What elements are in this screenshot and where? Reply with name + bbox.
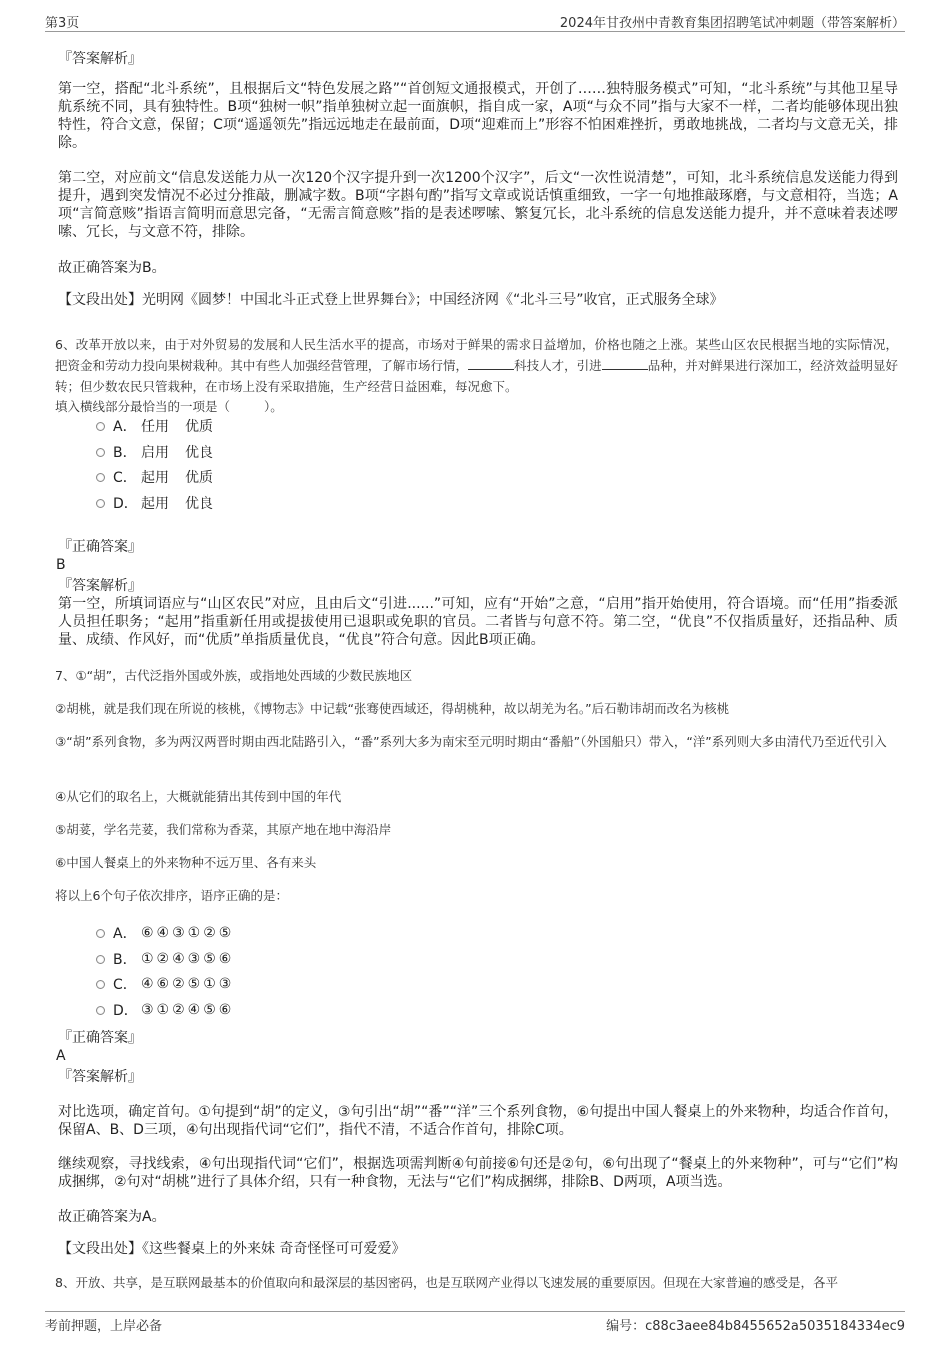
q7-sentence-2: ②胡桃，就是我们现在所说的核桃，《博物志》中记载“张骞使西域还，得胡桃种，故以胡羌为名。”后石勒讳胡而改名为核桃 (55, 701, 730, 716)
q6-option-c[interactable]: C． 起用 优质 (96, 467, 213, 487)
q7-correct-answer: A (56, 1048, 66, 1064)
q7-analysis-p2: 继续观察，寻找线索，④句出现指代词“它们”，根据选项需判断④句前接⑥句还是②句，⑥句出现了“餐桌上的外来物种”，可与“它们”构成捆绑，②句对“胡桃”进行了具体介绍，只有一种食物，无法与“它们”构成捆绑，排除B、D两项，A项当选。 (58, 1156, 898, 1190)
document-title: 2024年甘孜州中青教育集团招聘笔试冲刺题（带答案解析） (559, 16, 905, 31)
q7-correct-label: 『正确答案』 (58, 1030, 142, 1046)
radio-icon[interactable] (96, 955, 105, 964)
q5-analysis-p2: 第二空，对应前文“信息发送能力从一次120个汉字提升到一次1200个汉字”，后文“一次性说清楚”，可知，北斗系统信息发送能力得到提升，遇到突发情况不必过分推敲，删减字数。B项“字斟句酌”指写文章或说话慎重细致，一字一句地推敲琢磨，与文意相符，当选；A项“言简意赅”指语言简明而意思完备，“无需言简意赅”指的是表述啰嗦、繁复冗长，北斗系统的信息发送能力提升，并不意味着表述啰嗦、冗长，与文意不符，排除。 (58, 170, 898, 240)
radio-icon[interactable] (96, 499, 105, 508)
q7-sentence-3: ③“胡”系列食物，多为两汉两晋时期由西北陆路引入，“番”系列大多为南宋至元明时期由“番船”（外国船只）带入，“洋”系列则大多由清代乃至近代引入 (55, 734, 887, 749)
q5-source: 【文段出处】光明网《圆梦！中国北斗正式登上世界舞台》；中国经济网《“北斗三号”收官，正式服务全球》 (58, 292, 724, 308)
header-divider (45, 31, 905, 32)
q7-option-a[interactable]: A． ⑥④③①②⑤ (96, 923, 234, 943)
radio-icon[interactable] (96, 929, 105, 938)
page-number: 第3页 (45, 16, 80, 31)
fill-blank-1 (468, 357, 514, 370)
q7-analysis-p1: 对比选项，确定首句。①句提到“胡”的定义，③句引出“胡”“番”“洋”三个系列食物，⑥句提出中国人餐桌上的外来物种，均适合作首句，保留A、B、D三项，④句出现指代词“它们”，指代不清，不适合作首句，排除C项。 (58, 1104, 898, 1138)
radio-icon[interactable] (96, 448, 105, 457)
q5-analysis-label: 『答案解析』 (58, 51, 142, 67)
q7-conclusion: 故正确答案为A。 (58, 1209, 166, 1225)
q7-sentence-5: ⑤胡荽，学名芫荽，我们常称为香菜，其原产地在地中海沿岸 (55, 822, 392, 837)
q6-option-d[interactable]: D． 起用 优良 (96, 493, 213, 513)
q5-conclusion: 故正确答案为B。 (58, 260, 166, 276)
document-id: 编号：c88c3aee84b8455652a5035184334ec9 (606, 1319, 905, 1334)
footer-slogan: 考前押题，上岸必备 (45, 1319, 163, 1334)
fill-blank-2 (602, 357, 648, 370)
radio-icon[interactable] (96, 473, 105, 482)
q6-option-a[interactable]: A． 任用 优质 (96, 416, 213, 436)
q6-analysis: 第一空，所填词语应与“山区农民”对应，且由后文“引进......”可知，应有“开始”之意，“启用”指开始使用，符合语境。而“任用”指委派人员担任职务；“起用”指重新任用或提拔使用已退职或免职的官员。二者皆与句意不符。第二空，“优良”不仅指质量好，还指品种、质量、成绩、作风好，而“优质”单指质量优良，“优良”符合句意。因此B项正确。 (58, 596, 898, 648)
q6-option-b[interactable]: B． 启用 优良 (96, 442, 213, 462)
footer-divider (45, 1311, 905, 1312)
q7-option-c[interactable]: C． ④⑥②⑤①③ (96, 974, 234, 994)
q6-analysis-label: 『答案解析』 (58, 578, 142, 594)
q6-prompt: 填入横线部分最恰当的一项是（ ）。 (55, 399, 283, 414)
q8-stem: 8、开放、共享，是互联网最基本的价值取向和最深层的基因密码，也是互联网产业得以飞速发展的重要原因。但现在大家普遍的感受是，各平 (55, 1275, 838, 1290)
q7-analysis-label: 『答案解析』 (58, 1069, 142, 1085)
q7-prompt: 将以上6个句子依次排序，语序正确的是： (55, 888, 288, 903)
radio-icon[interactable] (96, 422, 105, 431)
q5-analysis-p1: 第一空，搭配“北斗系统”，且根据后文“特色发展之路”“首创短文通报模式，开创了……独特服务模式”可知，“北斗系统”与其他卫星导航系统不同，具有独特性。B项“独树一帜”指单独树立起一面旗帜，指自成一家，A项“与众不同”指与大家不一样，二者均能够体现出独特性，符合文意，保留；C项“遥遥领先”指远远地走在最前面，D项“迎难而上”形容不怕困难挫折，勇敢地挑战，二者均与文意无关，排除。 (58, 81, 898, 151)
radio-icon[interactable] (96, 1006, 105, 1015)
radio-icon[interactable] (96, 980, 105, 989)
q7-sentence-4: ④从它们的取名上，大概就能猜出其传到中国的年代 (55, 789, 342, 804)
q7-option-b[interactable]: B． ①②④③⑤⑥ (96, 949, 234, 969)
q6-correct-label: 『正确答案』 (58, 539, 142, 555)
q6-stem: 6、改革开放以来，由于对外贸易的发展和人民生活水平的提高，市场对于鲜果的需求日益增加，价格也随之上涨。某些山区农民根据当地的实际情况，把资金和劳动力投向果树栽种。其中有些人加强经营管理，了解市场行情， 科技人才，引进 品种，并对鲜果进行深加工，经济效益明显好转；但少数农民只管栽种，在市场上没有采取措施，生产经营日益困难，每况愈下。 (55, 337, 898, 394)
q7-option-d[interactable]: D． ③①②④⑤⑥ (96, 1000, 234, 1020)
q7-sentence-6: ⑥中国人餐桌上的外来物种不远万里、各有来头 (55, 855, 317, 870)
q6-correct-answer: B (56, 557, 66, 573)
q7-sentence-1: 7、①“胡”，古代泛指外国或外族，或指地处西域的少数民族地区 (55, 668, 413, 683)
q7-source: 【文段出处】《这些餐桌上的外来妹 奇奇怪怪可可爱爱》 (58, 1241, 406, 1257)
